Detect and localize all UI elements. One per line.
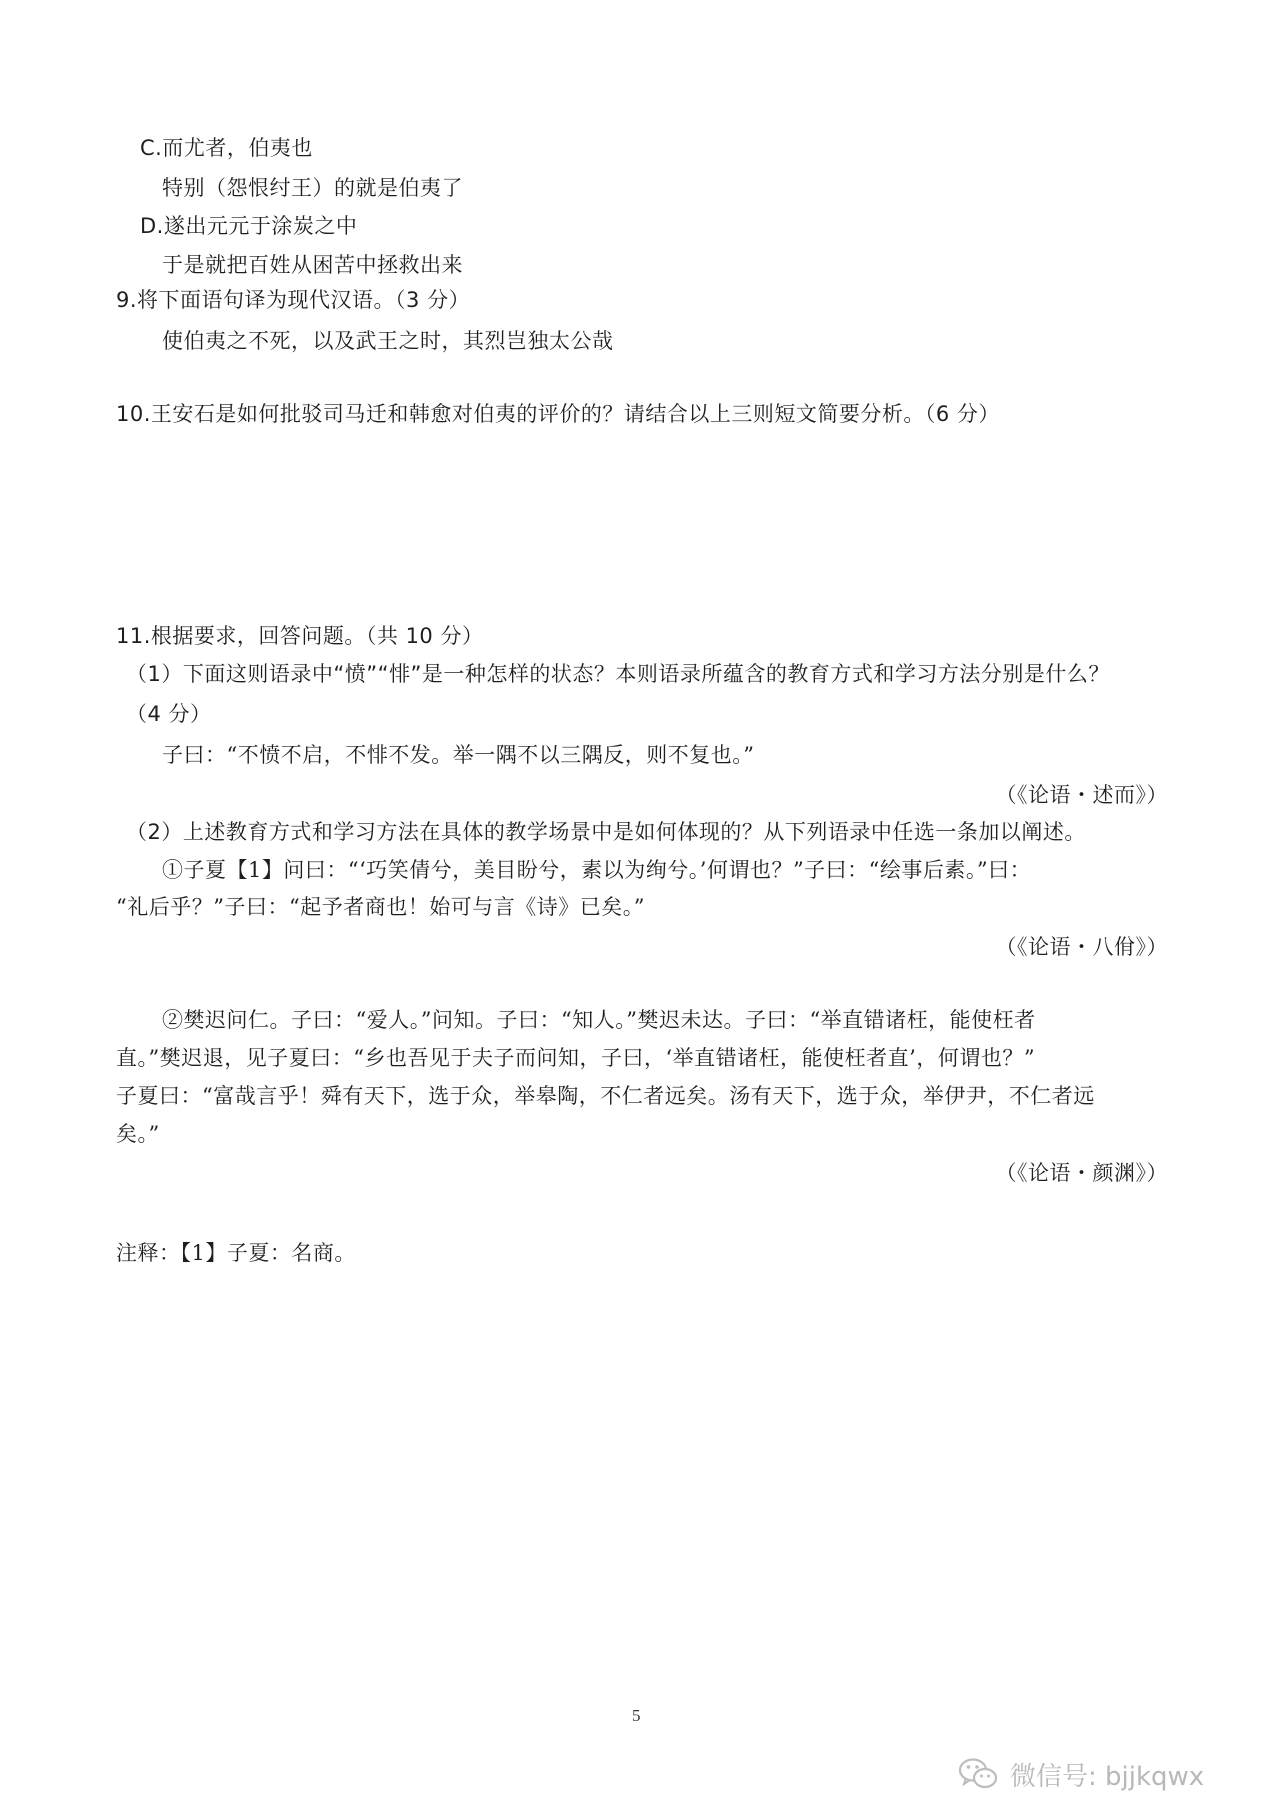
option-d-translation: 于是就把百姓从困苦中拯救出来 [162,253,463,277]
watermark [958,1754,1204,1794]
quote-3-line-2: 直。”樊迟退，见子夏曰：“乡也吾见于夫子而问知，子曰，‘举直错诸枉，能使枉者直’，何谓也？” [116,1046,1036,1070]
source-1: （《论语・述而》） [995,783,1168,807]
question-11-part1: （1）下面这则语录中“愤”“悱”是一种怎样的状态？本则语录所蕴含的教育方式和学习方法分别是什么？ [126,662,1110,686]
quote-3-line-1: ②樊迟问仁。子曰：“爱人。”问知。子曰：“知人。”樊迟未达。子曰：“举直错诸枉，能使枉者 [162,1008,1036,1032]
question-10-prompt: 10.王安石是如何批驳司马迁和韩愈对伯夷的评价的？请结合以上三则短文简要分析。（6 分） [116,402,1000,426]
watermark-text: 微信号: bjjkqwx [1010,1761,1205,1792]
quote-3-line-3: 子夏曰：“富哉言乎！舜有天下，选于众，举皋陶，不仁者远矣。汤有天下，选于众，举伊尹，不仁者远 [116,1084,1095,1108]
quote-3-line-4: 矣。” [116,1122,160,1146]
question-9-prompt: 9.将下面语句译为现代汉语。（3 分） [116,288,471,312]
question-11-part2: （2）上述教育方式和学习方法在具体的教学场景中是如何体现的？从下列语录中任选一条加以阐述。 [126,820,1086,844]
quote-2-line-2: “礼后乎？”子曰：“起予者商也！始可与言《诗》已矣。” [116,895,645,919]
question-9-sentence: 使伯夷之不死，以及武王之时，其烈岂独太公哉 [162,329,614,353]
option-c-translation: 特别（怨恨纣王）的就是伯夷了 [162,176,463,200]
question-11-prompt: 11.根据要求，回答问题。（共 10 分） [116,624,484,648]
source-2: （《论语・八佾》） [995,935,1168,959]
option-c: C.而尤者，伯夷也 [140,136,313,160]
source-3: （《论语・颜渊》） [995,1161,1168,1185]
option-d: D.遂出元元于涂炭之中 [140,214,358,238]
question-11-part1-score: （4 分） [126,702,212,726]
quote-1: 子曰：“不愤不启，不悱不发。举一隅不以三隅反，则不复也。” [162,743,755,767]
wechat-logo-icon [958,1757,1000,1791]
quote-2-line-1: ①子夏【1】问曰：“‘巧笑倩兮，美目盼兮，素以为绚兮。’何谓也？”子曰：“绘事后素。”曰： [162,858,1032,882]
page-number: 5 [632,1706,641,1725]
footnote: 注释：【1】子夏：名商。 [116,1241,356,1265]
